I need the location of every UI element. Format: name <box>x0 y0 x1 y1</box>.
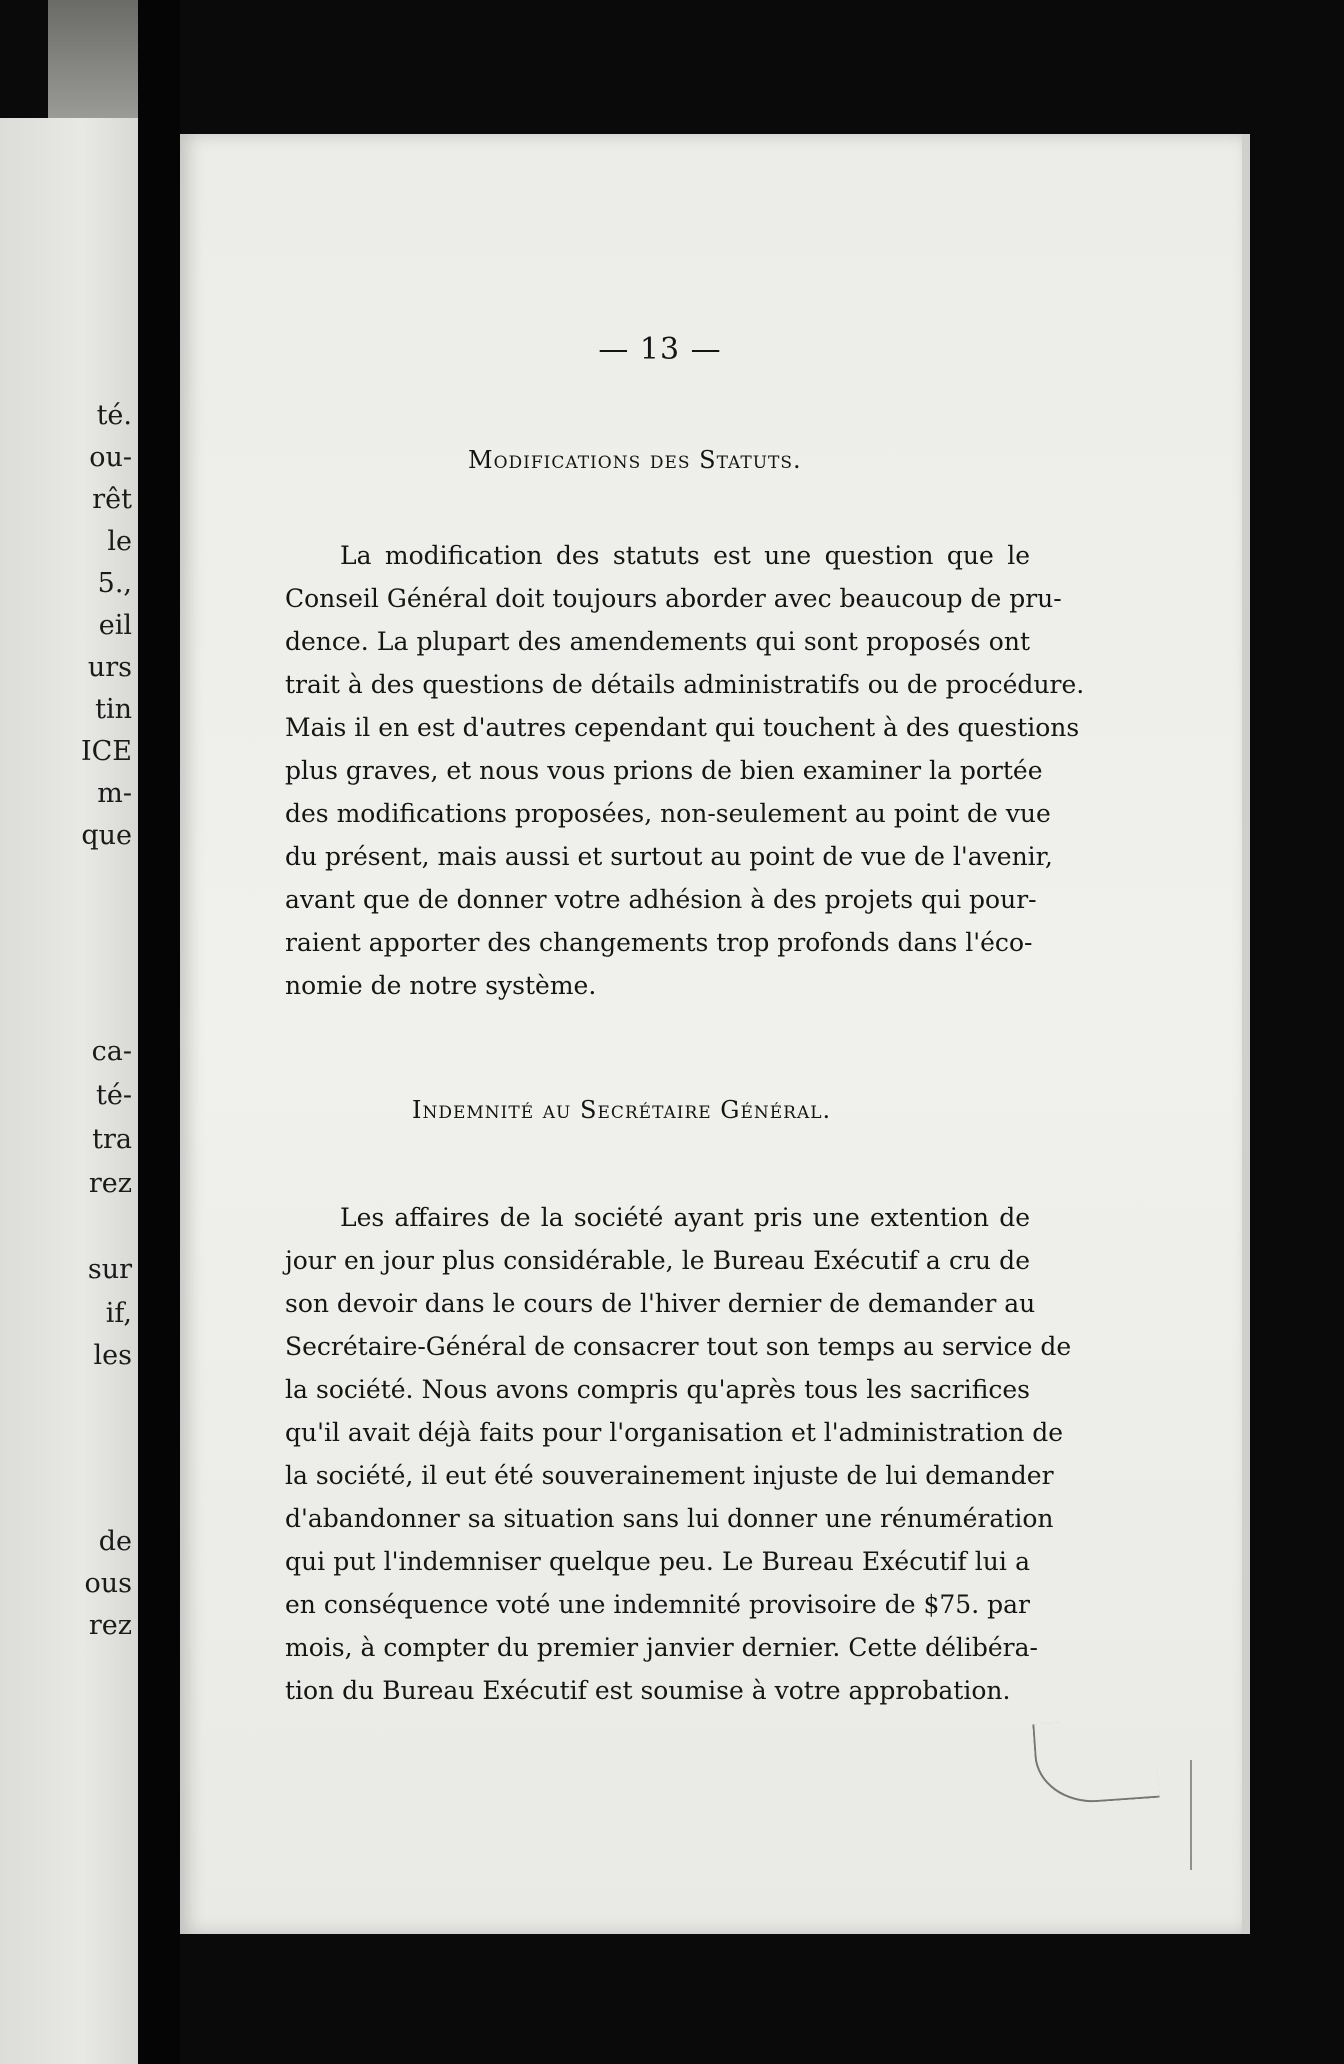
text-line: Mais il en est d'autres cependant qui touchent à des questions <box>285 713 1080 742</box>
text-line: d'abandonner sa situation sans lui donner une rénumération <box>285 1504 1054 1533</box>
left-fragment: tin <box>95 694 132 725</box>
text-line: Secrétaire-Général de consacrer tout son temps au service de <box>285 1332 1072 1361</box>
paragraph-indemnite <box>285 1196 1072 1712</box>
page-number: — 13 — <box>598 332 722 367</box>
left-fragment: rez <box>88 1610 132 1641</box>
text-line: nomie de notre système. <box>285 971 597 1000</box>
left-fragment: té- <box>96 1080 132 1111</box>
page-edge <box>1242 134 1250 1934</box>
left-fragment: ICE <box>80 736 132 767</box>
text-line: trait à des questions de détails administratifs ou de procédure. <box>285 670 1085 699</box>
text-line: avant que de donner votre adhésion à des projets qui pour- <box>285 885 1037 914</box>
left-fragment: té. <box>96 400 132 431</box>
paragraph-modifications <box>285 534 1085 1007</box>
section-heading-indemnite: Indemnité au Secrétaire Général. <box>412 1096 832 1124</box>
text-line: qui put l'indemniser quelque peu. Le Bureau Exécutif lui a <box>285 1547 1030 1576</box>
left-fragment: que <box>81 820 132 851</box>
left-fragment: 5., <box>97 568 132 599</box>
top-edge-strip <box>48 0 138 118</box>
text-line: dence. La plupart des amendements qui sont proposés ont <box>285 627 1030 656</box>
left-fragment: ous <box>84 1568 132 1599</box>
left-fragment: ou- <box>89 442 132 473</box>
text-line: Les affaires de la société ayant pris une extention de <box>340 1203 1030 1232</box>
text-line: mois, à compter du premier janvier dernier. Cette délibéra- <box>285 1633 1038 1662</box>
page-edge-line <box>1190 1760 1192 1870</box>
left-fragment: if, <box>105 1298 132 1329</box>
binding-gutter <box>138 0 180 2064</box>
left-fragment: les <box>93 1340 132 1371</box>
text-line: jour en jour plus considérable, le Bureau Exécutif a cru de <box>285 1246 1030 1275</box>
text-line: plus graves, et nous vous prions de bien examiner la portée <box>285 756 1043 785</box>
left-fragment: eil <box>98 610 132 641</box>
text-line: raient apporter des changements trop profonds dans l'éco- <box>285 928 1033 957</box>
left-fragment: rez <box>88 1168 132 1199</box>
text-line: des modifications proposées, non-seulement au point de vue <box>285 799 1051 828</box>
left-fragment: urs <box>87 652 132 683</box>
text-line: son devoir dans le cours de l'hiver dernier de demander au <box>285 1289 1036 1318</box>
text-line: la société, il eut été souverainement injuste de lui demander <box>285 1461 1054 1490</box>
left-fragment: sur <box>87 1254 132 1285</box>
text-line: Conseil Général doit toujours aborder avec beaucoup de pru- <box>285 584 1062 613</box>
left-fragment: tra <box>92 1124 132 1155</box>
text-line: la société. Nous avons compris qu'après tous les sacrifices <box>285 1375 1030 1404</box>
left-fragment: de <box>98 1526 132 1557</box>
section-heading-modifications: Modifications des Statuts. <box>468 446 802 474</box>
text-line: en conséquence voté une indemnité provisoire de $75. par <box>285 1590 1030 1619</box>
text-line: La modification des statuts est une question que le <box>340 541 1030 570</box>
left-fragment: rêt <box>92 484 132 515</box>
text-line: qu'il avait déjà faits pour l'organisation et l'administration de <box>285 1418 1064 1447</box>
left-fragment: ca- <box>91 1036 132 1067</box>
left-fragment: m- <box>97 778 132 809</box>
text-line: du présent, mais aussi et surtout au point de vue de l'avenir, <box>285 842 1053 871</box>
left-fragment: le <box>107 526 132 557</box>
text-line: tion du Bureau Exécutif est soumise à votre approbation. <box>285 1676 1011 1705</box>
previous-page-fragment <box>0 118 138 2064</box>
